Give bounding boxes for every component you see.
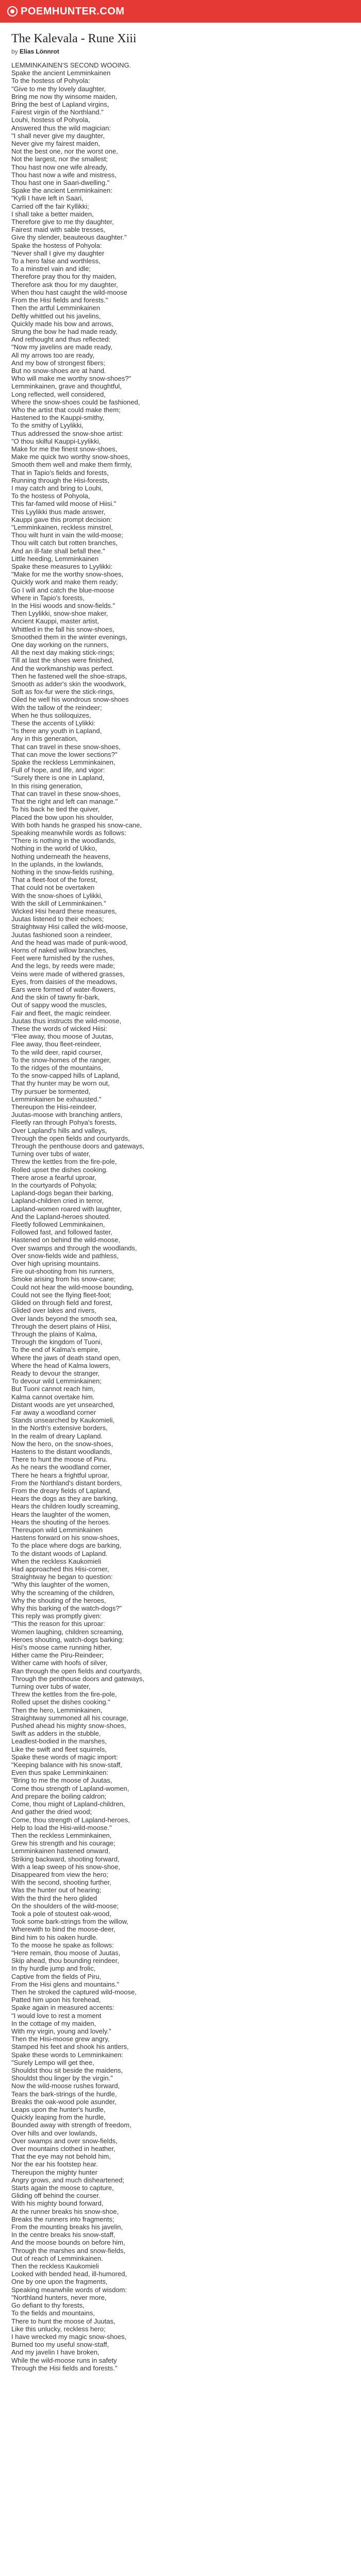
byline-label: by	[11, 48, 20, 55]
logo-circle-icon	[7, 6, 18, 16]
poem-title: The Kalevala - Rune Xiii	[11, 32, 137, 45]
logo-text: POEMHUNTER.COM	[21, 5, 125, 17]
poem-text: LEMMINKAINEN'S SECOND WOOING. Spake the ancient Lemminkainen To the hostess of Pohyola: "Give to me thy lovely daughter, Bring me now thy winsome maiden, Bring the best of Lapland virgins, Fairest virgin of the Northland." Louhi, hostess of Pohyola, Answered thus the wild magician: "I shall never give my daughter, Never give my fairest maiden, Not the best one, nor the worst one, Not the largest, nor the smallest; Thou hast now one wife already, Thou hast now a wife and mistress, Thou hast one in Saari-dwelling." Spake the ancient Lemminkainen: "Kylli I have left in Saari, Carried off the fair Kyllikki; I shall take a better maiden, Therefore give to me thy daughter, Fairest maid with sable tresses, Give thy slender, beauteous daughter." Spake the hostess of Pohyola: "Never shall I give my daughter To a hero false and worthless, To a minstrel vain and idle; Therefore pray thou for thy maiden, Therefore ask thou for my daughter, When thou hast caught the wild-moose From the Hisi fields and forests." Then the artful Lemminkainen Deftly whittled out his javelins, Quickly made his bow and arrows, Strung the bow he had made ready, And rethought and thus reflected: "Now my javelins are made ready, All my arrows too are ready, And my bow of strongest fibers; But no snow-shoes are at hand. Who will make me worthy snow-shoes?" Lemminkainen, grave and thoughtful, Long reflected, well considered, Where the snow-shoes could be fashioned, Who the artist that could make them; Hastened to the Kauppi-smithy, To the smithy of Lyylikki, Thus addressed the snow-shoe artist: "O thou skilful Kauppi-Lyylikki, Make for me the finest snow-shoes, Make me quick two worthy snow-shoes, Smooth them well and make them firmly, That in Tapio's fields and forests, Running through the Hisi-forests, I may catch and bring to Louhi, To the hostess of Pohyola, This far-famed wild moose of Hiisi." This Lyylikki thus made answer, Kauppi gave this prompt decision: "Lemminkainen, reckless minstrel, Thou wilt hunt in vain the wild-moose; Thou wilt catch but rotten branches, And an ill-fate shall befall thee." Little heeding, Lemminkainen Spake these measures to Lyylikki: "Make for me the worthy snow-shoes, Quickly work and make them ready; Go I will and catch the blue-moose Where in Tapio's forests, In the Hisi woods and snow-fields." Then Lyylikki, snow-shoe maker, Ancient Kauppi, master artist, Whittled in the fall his snow-shoes, Smoothed them in the winter evenings, One day working on the runners, All the next day making stick-rings; Till at last the shoes were finished, And the workmanship was perfect. Then he fastened well the shoe-straps, Smooth as adder's skin the woodwork, Soft as fox-fur were the stick-rings, Oiled he well his wondrous snow-shoes With the tallow of the reindeer; When he thus soliloquizes, These the accents of Lylikki: "Is there any youth in Lapland, Any in this generation, That can travel in these snow-shoes, That can move the lower sections?" Spake the reckless Lemminkainen, Full of hope, and life, and vigor: "Surely there is one in Lapland, In this rising generation, That can travel in these snow-shoes, That the right and left can manage." To his back he tied the quiver, Placed the bow upon his shoulder, With both hands he grasped his snow-cane, Speaking meanwhile words as follows: "There is nothing in the woodlands, Nothing in the world of Ukko, Nothing underneath the heavens, In the uplands, in the lowlands, Nothing in the snow-fields rushing, That a fleet-foot of the forest, That could not be overtaken With the snow-shoes of Lylikki, With the skill of Lemminkainen." Wicked Hisi heard these measures, Juutas listened to their echoes; Straightway Hisi called the wild-moose, Juutas fashioned soon a reindeer, And the head was made of punk-wood, Horns of naked willow branches, Feet were furnished by the rushes, And the legs, by reeds were made; Veins were made of withered grasses, Eyes, from daisies of the meadows, Ears were formed of water-flowers, And the skin of tawny fir-bark, Out of sappy wood the muscles, Fair and fleet, the magic reindeer. Juutas thus instructs the wild-moose, These the words of wicked Hiisi: "Flee away, thou moose of Juutas, Flee away, thou fleet-reindeer, To the wild deer, rapid courser, To the snow-homes of the ranger, To the ridges of the mountains, To the snow-capped hills of Lapland, That thy hunter may be worn out, Thy pursuer be tormented, Lemminkainen be exhausted." Thereupon the Hisi-reindeer, Juutas-moose with branching antlers, Fleetly ran through Pohya's forests, Over Lapland's hills and valleys, Through the open fields and courtyards, Through the penthouse doors and gateways, Turning over tubs of water, Threw the kettles from the fire-pole, Rolled upset the dishes cooking. There arose a fearful uproar, In the courtyards of Pohyola; Lapland-dogs began their barking, Lapland-children cried in terror, Lapland-women roared with laughter, And the Lapland-heroes shouted. Fleetly followed Lemminkainen, Followed fast, and followed faster, Hastened on behind the wild-moose, Over swamps and through the woodlands, Over snow-fields wide and pathless, Over high uprising mountains. Fire out-shooting from his runners, Smoke arising from his snow-cane; Could not hear the wild-moose bounding, Could not see the flying fleet-foot; Glided on through field and forest, Glided over lakes and rivers, Over lands beyond the smooth sea, Through the desert plains of Hiisi, Through the plains of Kalma, Through the kingdom of Tuoni, To the end of Kalma's empire, Where the jaws of death stand open, Where the head of Kalma lowers, Ready to devour the stranger, To devour wild Lemminkainen; But Tuoni cannot reach him, Kalma cannot overtake him. Distant woods are yet unsearched, Far away a woodland corner Stands unsearched by Kaukomieli, In the North's extensive borders, In the realm of dreary Lapland. Now the hero, on the snow-shoes, Hastens to the distant woodlands, There to hunt the moose of Piru. As he nears the woodland corner, There he hears a frightful uproar, From the Northland's distant borders, From the dreary fields of Lapland, Hears the dogs as they are barking, Hears the children loudly screaming, Hears the laughter of the women, Hears the shouting of the heroes. Thereupon wild Lemminkainen Hastens forward on his snow-shoes, To the place where dogs are barking, To the distant woods of Lapland. When the reckless Kaukomieli Had approached this Hisi-corner, Straightway he began to question: "Why this laughter of the women, Why the screaming of the children, Why the shouting of the heroes, Why this barking of the watch-dogs?" This reply was promptly given: "This the reason for this uproar: Women laughing, children screaming, Heroes shouting, watch-dogs barking: Hisi's moose came running hither, Hither came the Piru-Reindeer; Wither came with hoofs of silver, Ran through the open fields and courtyards, Through the penthouse doors and gateways, Turning over tubs of water, Threw the kettles from the fire-pole, Rolled upset the dishes cooking." Then the hero, Lemminkainen, Straightway summoned all his courage, Pushed ahead his mighty snow-shoes, Swift as adders in the stubble, Leadlest-bodied in the marshes, Like the swift and fleet squirrels, Spake these words of magic import: "Keeping balance with his snow-staff, Even thus spake Lemminkainen: "Bring to me the moose of Juutas, Come thou strength of Lapland-women, And prepare the boiling caldron; Come, thou might of Lapland-children, And gather the dried wood; Come, thou strength of Lapland-heroes, Help to load the Hisi-wild-moose." Then the reckless Lemminkainen, Grew his strength and his courage; Lemminkainen hastened onward, Striking backward, shooting forward, With a leap sweep of his snow-shoe, Disappeared from view the hero; With the second, shooting further, Was the hunter out of hearing; With the third the hero glided On the shoulders of the wild-moose; Took a pole of stoutest oak-wood, Took some bark-strings from the willow, Wherewith to bind the moose-deer, Bind him to his oaken hurdle. To the moose he spake as follows: "Here remain, thou moose of Juutas, Skip ahead, thou bounding reindeer, In thy hurdle jump and frolic, Captive from the fields of Piru, From the Hisi glens and mountains." Then he stroked the captured wild-moose, Patted him upon his forehead, Spake again in measured accents: "I would love to rest a moment In the cottage of my maiden, With my virgin, young and lovely." Then the Hisi-moose grew angry, Stamped his feet and shook his antlers, Spake these words to Lemminkainen: "Surely Lempo will get thee, Shouldst thou sit beside the maidens, Shouldst thou linger by the virgin." Now the wild-moose rushes forward, Tears the bark-strings of the hurdle, Breaks the oak-wood pole asunder, Leaps upon the hunter's hurdle, Quickly leaping from the hurdle, Bounded away with strength of freedom, Over hills and over lowlands, Over swamps and over snow-fields, Over mountains clothed in heather, That the eye may not behold him, Nor the ear his footstep hear. Thereupon the mighty hunter Angry grows, and much disheartened; Starts again the moose to capture, Gliding off behind the courser. With his mighty bound forward, At the runner breaks his snow-shoe, Breaks the runners into fragments; From the mounting breaks his javelin, In the centre breaks his snow-staff, And the moose bounds on before him, Through the marshes and snow-fields, Out of reach of Lemminkainen. Then the reckless Kaukomieli Looked with bended head, ill-humored, One by one upon the fragments, Speaking meanwhile words of wisdom: "Northland hunters, never more, Go defiant to thy forests, To the fields and mountains, There to hunt the moose of Juutas, Like this unlucky, reckless hero; I have wrecked my magic snow-shoes, Burned too my useful snow-staff, And my javelin I have broken, While the wild-moose runs in safety Through the Hisi fields and forests."	[11, 61, 145, 2372]
poem-container	[0, 23, 361, 2372]
poem-byline	[11, 48, 350, 55]
site-header	[0, 0, 361, 23]
site-logo[interactable]	[7, 6, 124, 18]
author-link[interactable]: Elias Lönnrot	[20, 48, 59, 55]
